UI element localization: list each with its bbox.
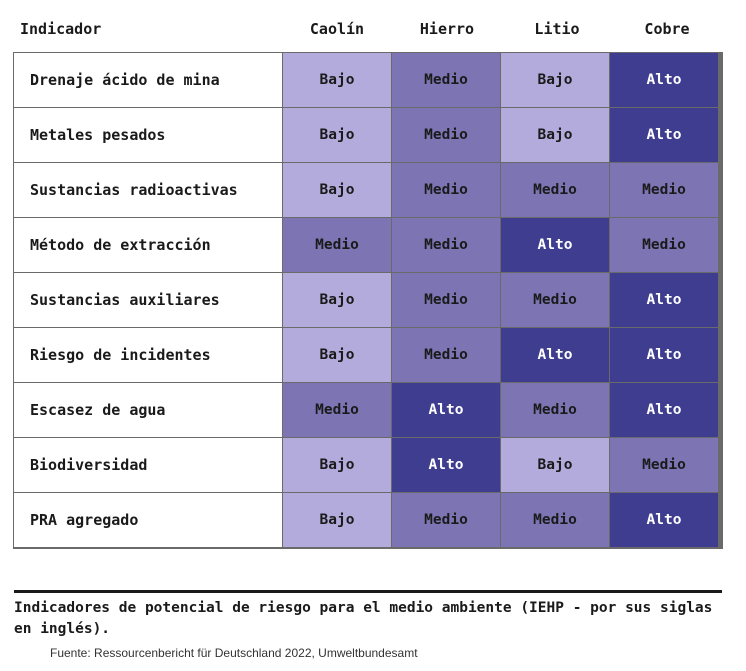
risk-cell-alto: Alto	[501, 218, 609, 272]
risk-cell-alto: Alto	[392, 383, 500, 437]
risk-cell-alto: Alto	[610, 273, 718, 327]
row-label: Riesgo de incidentes	[14, 328, 282, 382]
row-label: PRA agregado	[14, 493, 282, 547]
header-litio: Litio	[534, 20, 580, 38]
risk-cell-alto: Alto	[610, 383, 718, 437]
risk-table-grid	[13, 52, 723, 549]
header-indicador: Indicador	[20, 20, 102, 38]
table-row	[14, 108, 722, 162]
table-row	[14, 163, 722, 217]
caption-divider	[14, 590, 722, 593]
table-header-row	[14, 14, 722, 44]
risk-cell-medio: Medio	[392, 108, 500, 162]
table-row	[14, 53, 722, 107]
table-row	[14, 493, 722, 547]
risk-cell-alto: Alto	[392, 438, 500, 492]
table-row	[14, 218, 722, 272]
risk-cell-alto: Alto	[610, 53, 718, 107]
risk-cell-bajo: Bajo	[283, 438, 391, 492]
risk-cell-medio: Medio	[501, 163, 609, 217]
row-label: Sustancias radioactivas	[14, 163, 282, 217]
risk-cell-alto: Alto	[610, 493, 718, 547]
risk-cell-medio: Medio	[392, 218, 500, 272]
source-note: Fuente: Ressourcenbericht für Deutschland 2022, Umweltbundesamt	[50, 646, 418, 660]
risk-cell-medio: Medio	[392, 273, 500, 327]
table-row	[14, 328, 722, 382]
risk-cell-bajo: Bajo	[283, 493, 391, 547]
table-caption: Indicadores de potencial de riesgo para el medio ambiente (IEHP - por sus siglas en inglés).	[14, 600, 713, 637]
risk-cell-medio: Medio	[392, 163, 500, 217]
risk-cell-medio: Medio	[610, 438, 718, 492]
risk-cell-alto: Alto	[610, 108, 718, 162]
risk-cell-medio: Medio	[501, 383, 609, 437]
risk-cell-medio: Medio	[501, 493, 609, 547]
risk-cell-medio: Medio	[283, 218, 391, 272]
risk-cell-medio: Medio	[392, 328, 500, 382]
row-label: Escasez de agua	[14, 383, 282, 437]
header-caolin: Caolín	[309, 20, 365, 38]
risk-cell-bajo: Bajo	[501, 53, 609, 107]
risk-cell-bajo: Bajo	[283, 328, 391, 382]
header-hierro: Hierro	[419, 20, 475, 38]
risk-cell-bajo: Bajo	[283, 108, 391, 162]
row-label: Drenaje ácido de mina	[14, 53, 282, 107]
row-label: Sustancias auxiliares	[14, 273, 282, 327]
risk-cell-alto: Alto	[610, 328, 718, 382]
table-row	[14, 438, 722, 492]
header-cobre: Cobre	[644, 20, 690, 38]
risk-cell-bajo: Bajo	[283, 273, 391, 327]
row-label: Biodiversidad	[14, 438, 282, 492]
risk-cell-medio: Medio	[610, 218, 718, 272]
risk-cell-bajo: Bajo	[501, 108, 609, 162]
table-row	[14, 383, 722, 437]
risk-cell-medio: Medio	[283, 383, 391, 437]
risk-cell-alto: Alto	[501, 328, 609, 382]
risk-cell-bajo: Bajo	[283, 163, 391, 217]
risk-cell-bajo: Bajo	[283, 53, 391, 107]
risk-cell-medio: Medio	[501, 273, 609, 327]
risk-cell-medio: Medio	[610, 163, 718, 217]
risk-cell-medio: Medio	[392, 53, 500, 107]
row-label: Método de extracción	[14, 218, 282, 272]
risk-cell-medio: Medio	[392, 493, 500, 547]
row-label: Metales pesados	[14, 108, 282, 162]
table-row	[14, 273, 722, 327]
risk-cell-bajo: Bajo	[501, 438, 609, 492]
